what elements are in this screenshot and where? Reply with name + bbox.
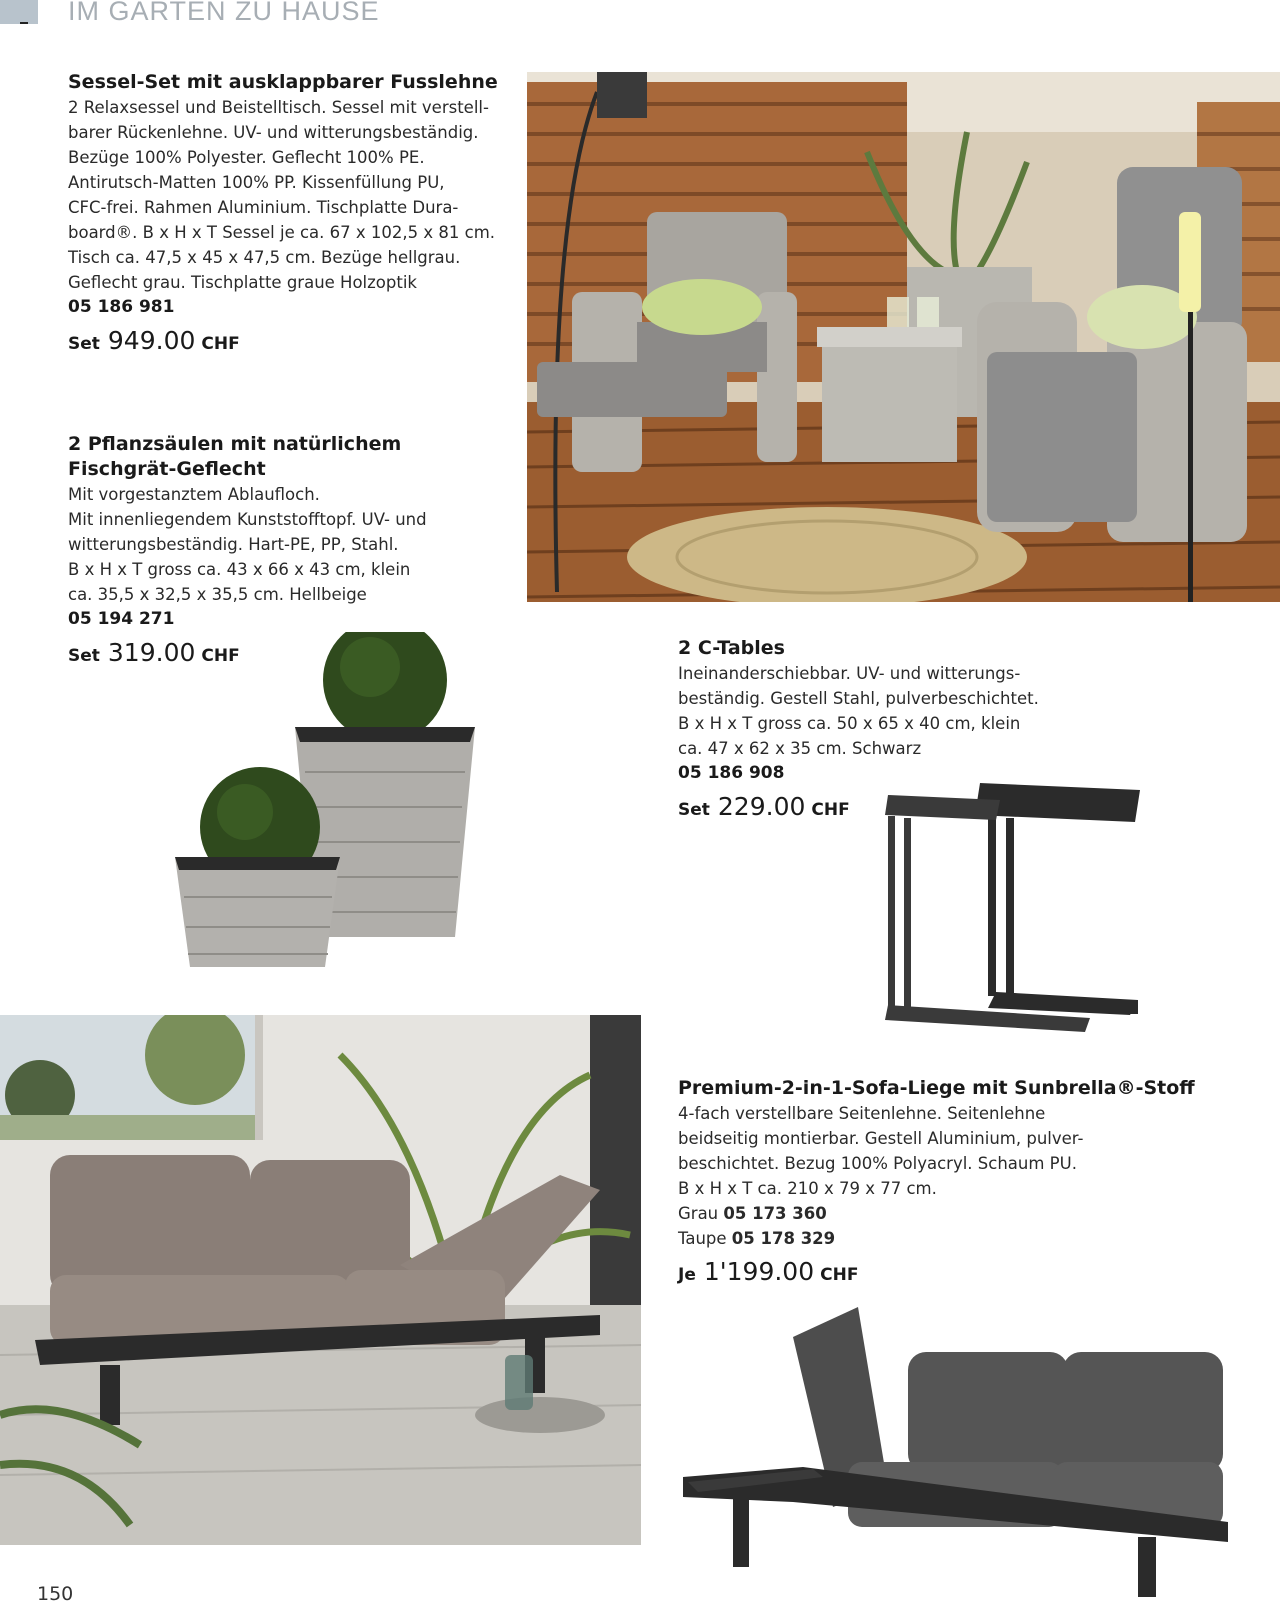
cushion-green [642,279,762,335]
desc-line: B x H x T gross ca. 50 x 65 x 40 cm, klein [678,714,1021,733]
desc-line: beschichtet. Bezug 100% Polyacryl. Schaum PU. [678,1154,1077,1173]
desc-line: beständig. Gestell Stahl, pulverbeschichtet. [678,689,1039,708]
desc-line: Ineinanderschiebbar. UV- und witterungs- [678,664,1021,683]
price-currency: CHF [811,800,850,820]
price-amount: 319.00 [107,638,196,667]
garden-torch-light [1179,212,1201,312]
price [68,326,498,359]
article-number: 05 186 908 [678,763,785,783]
desc-line: B x H x T ca. 210 x 79 x 77 cm. [678,1179,937,1198]
desc-line: Mit vorgestanztem Ablaufloch. [68,485,320,504]
price-amount: 949.00 [107,326,196,355]
desc-line: barer Rückenlehne. UV- und witterungsbeständig. [68,123,479,142]
product-description [678,661,1098,761]
variant-color: Grau [678,1204,719,1223]
section-title: IM GARTEN ZU HAUSE [68,0,380,26]
price-unit: Set [678,800,710,820]
price [678,1257,1238,1290]
page-number: 150 [37,1583,74,1605]
desc-line: Geflecht grau. Tischplatte graue Holzoptik [68,273,417,292]
desc-line: ca. 47 x 62 x 35 cm. Schwarz [678,739,922,758]
variant-line [678,1201,1238,1226]
desc-line: ca. 35,5 x 32,5 x 35,5 cm. Hellbeige [68,585,367,604]
desc-line: witterungsbeständig. Hart-PE, PP, Stahl. [68,535,399,554]
price-amount: 1'199.00 [703,1257,815,1286]
product-description [68,95,498,295]
section-tab-marker [0,0,38,24]
desc-line: Antirutsch-Matten 100% PP. Kissenfüllung PU, [68,173,445,192]
desc-line: Mit innenliegendem Kunststofftopf. UV- und [68,510,427,529]
desc-line: 4-fach verstellbare Seitenlehne. Seitenlehne [678,1104,1046,1123]
lamp-shade [597,72,647,118]
patio-armchairs-photo [527,72,1280,602]
desc-line: Bezüge 100% Polyester. Geflecht 100% PE. [68,148,425,167]
product-title: Sessel-Set mit ausklappbarer Fusslehne [68,71,498,93]
title-line: Fischgrät-Geflecht [68,458,266,480]
article-number: 05 194 271 [68,609,175,629]
large-c-table [975,783,1140,1015]
price-currency: CHF [201,334,240,354]
price-amount: 229.00 [717,792,806,821]
product-sofa-liege [678,1076,1238,1290]
variant-line [678,1226,1238,1251]
title-line: 2 Pflanzsäulen mit natürlichem [68,433,402,455]
variant-article: 05 178 329 [731,1229,836,1248]
product-title [68,432,498,482]
product-description [68,482,498,607]
product-sessel-set [68,70,498,359]
variant-article: 05 173 360 [723,1204,827,1223]
desc-line: B x H x T gross ca. 43 x 66 x 43 cm, klein [68,560,411,579]
section-tab-underline [20,22,28,24]
product-title: Premium-2-in-1-Sofa-Liege mit Sunbrella®-Stoff [678,1077,1195,1099]
premium-sofa-liege [683,1307,1228,1597]
price-unit: Set [68,646,100,666]
planters-photo [170,632,480,977]
product-description [678,1101,1238,1251]
desc-line: CFC-frei. Rahmen Aluminium. Tischplatte Dura- [68,198,459,217]
variant-color: Taupe [678,1229,727,1248]
desc-line: 2 Relaxsessel und Beistelltisch. Sessel mit verstell- [68,98,489,117]
desc-line: beidseitig montierbar. Gestell Aluminium, pulver- [678,1129,1084,1148]
price-currency: CHF [820,1265,859,1285]
premium-sofa-photo [683,1297,1243,1602]
product-title: 2 C-Tables [678,637,785,659]
c-tables-photo [880,780,1145,1035]
terrace-sofa-photo [0,1015,641,1545]
price-unit: Je [678,1265,696,1285]
desc-line: board®. B x H x T Sessel je ca. 67 x 102,5 x 81 cm. [68,223,496,242]
desc-line: Tisch ca. 47,5 x 45 x 47,5 cm. Bezüge hellgrau. [68,248,461,267]
price-unit: Set [68,334,100,354]
price-currency: CHF [201,646,240,666]
article-number: 05 186 981 [68,297,175,317]
